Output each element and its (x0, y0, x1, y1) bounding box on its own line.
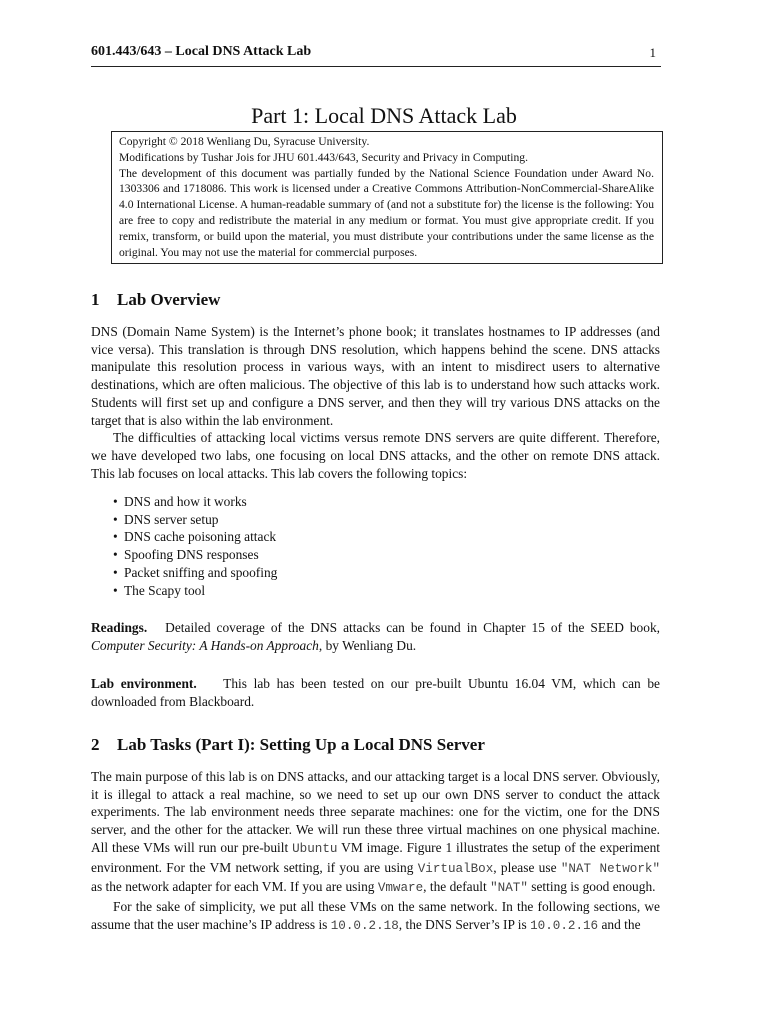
list-item: • The Scapy tool (113, 582, 206, 598)
lab-environment-paragraph: Lab environment. This lab has been tested on our pre-built Ubuntu 16.04 VM, which can be downloaded from Blackboard. (91, 676, 660, 709)
copyright-line: Copyright © 2018 Wenliang Du, Syracuse University. (119, 135, 370, 148)
code-vmware: Vmware (377, 881, 424, 896)
book-title: Computer Security: A Hands-on Approach (91, 637, 319, 653)
code-nat: "NAT" (490, 881, 528, 896)
code-nat-network: "NAT Network" (560, 861, 660, 876)
header-rule (91, 66, 661, 67)
section-2-body (91, 768, 660, 935)
section-1-heading (91, 290, 671, 310)
modifications-line: Modifications by Tushar Jois for JHU 601.443/643, Security and Privacy in Computing. (119, 150, 528, 164)
overview-paragraph: DNS (Domain Name System) is the Internet’s phone book; it translates hostnames to IP addresses (and vice versa). This translation is through DNS resolution, which happens behind the scene. DNS attacks manipulate this resolution process in various ways, with an intent to misdirect users to alternative destinations, which are often malicious. The objective of this lab is to understand how such attacks work. Students will first set up and configure a DNS server, and then they will try various DNS attacks on the target that is also within the lab environment. (91, 324, 660, 428)
lab-environment-label: Lab environment. (91, 676, 197, 691)
page-number: 1 (649, 45, 656, 60)
topics-list (91, 493, 491, 599)
list-item: • Spoofing DNS responses (113, 547, 259, 563)
section-2-title: Lab Tasks (Part I): Setting Up a Local DNS Server (117, 735, 485, 754)
readings-paragraph: Readings. Detailed coverage of the DNS attacks can be found in Chapter 15 of the SEED book, Computer Security: A Hands-on Approach, by Wenliang Du. (91, 620, 660, 653)
running-header: 601.443/643 – Local DNS Attack Lab (91, 44, 312, 59)
section-2-heading (91, 735, 671, 755)
list-item: • DNS cache poisoning attack (113, 529, 277, 545)
section-1-title: Lab Overview (117, 290, 221, 309)
code-virtualbox: VirtualBox (417, 861, 494, 876)
copyright-box (111, 131, 663, 264)
section-2-number: 2 (91, 735, 100, 754)
code-ubuntu: Ubuntu (292, 841, 338, 856)
section-1-body (91, 323, 660, 482)
list-item: • DNS and how it works (113, 494, 247, 509)
network-paragraph: For the sake of simplicity, we put all these VMs on the same network. In the following sections, we assume that the user machine’s IP address is 10.0.2.18, the DNS Server’s IP is 10.0.2.16 and the (91, 898, 660, 933)
section-1-number: 1 (91, 290, 100, 309)
setup-paragraph: The main purpose of this lab is on DNS attacks, and our attacking target is a local DNS server. Obviously, it is illegal to attack a real machine, so we need to set up our own DNS server to conduct the attack experiments. The lab environment needs three separate machines: one for the victim, one for the DNS server, and the other for the attacker. We will run these three virtual machines on one physical machine. All these VMs will run our pre-built Ubuntu VM image. Figure 1 illustrates the setup of the experiment environment. For the VM network setting, if you are using VirtualBox, please use "NAT Network" as the network adapter for each VM. If you are using Vmware, the default "NAT" setting is good enough. (91, 769, 660, 896)
readings-label: Readings. (91, 620, 148, 635)
list-item: • DNS server setup (113, 511, 219, 527)
code-dns-ip: 10.0.2.16 (530, 918, 599, 933)
document-title: Part 1: Local DNS Attack Lab (251, 102, 517, 128)
code-user-ip: 10.0.2.18 (330, 918, 399, 933)
difficulties-paragraph: The difficulties of attacking local victims versus remote DNS servers are quite different. Therefore, we have developed two labs, one focusing on local DNS attacks, and the other on remote DNS attack. This lab focuses on local attacks. This lab covers the following topics: (91, 430, 660, 481)
list-item: • Packet sniffing and spoofing (113, 564, 278, 580)
license-text: The development of this document was partially funded by the National Science Foundation under Award No. 1303306 and 1718086. This work is licensed under a Creative Commons Attribution-NonCommercial-ShareAlike 4.0 International License. A human-readable summary of (and not a substitute for) the license is the following: You are free to copy and redistribute the material in any medium or format. You must give appropriate credit. If you remix, transform, or build upon the material, you must distribute your contributions under the same license as the original. You may not use the material for commercial purposes. (119, 166, 654, 259)
